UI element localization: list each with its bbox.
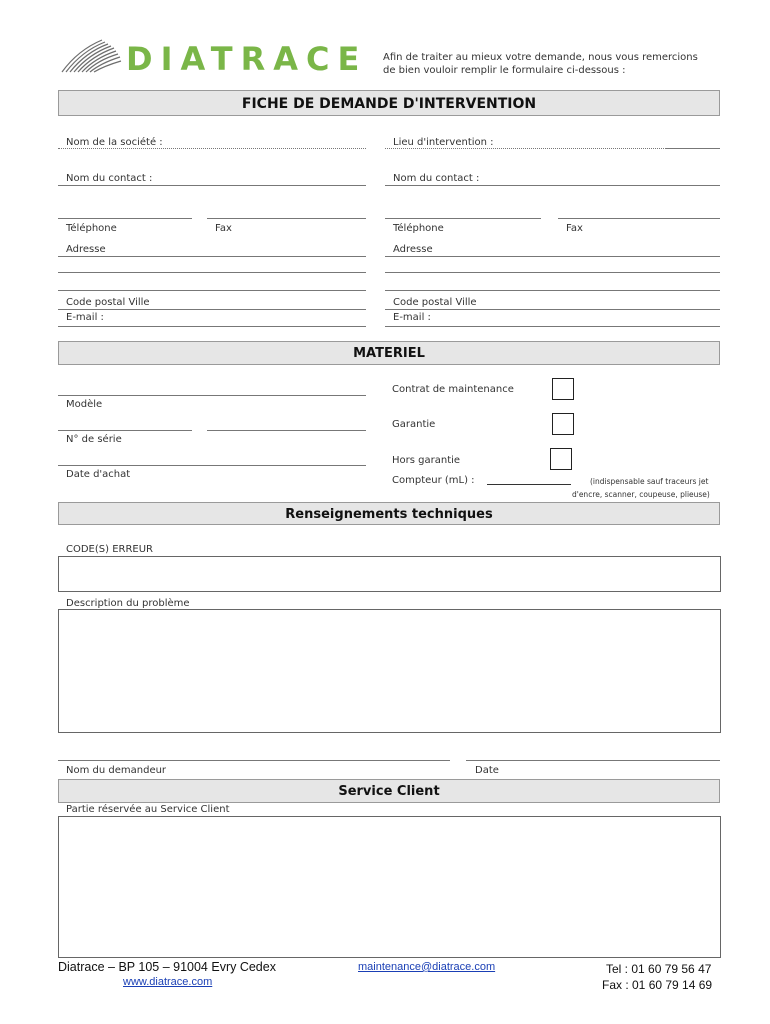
checkbox-hors-garantie[interactable] [550, 448, 572, 470]
service-client-area[interactable] [58, 816, 721, 958]
logo [58, 36, 368, 78]
field-fax[interactable] [207, 218, 366, 219]
field-adresse-intervention-1[interactable] [385, 256, 720, 257]
label-societe: Nom de la société : [66, 137, 163, 148]
footer-fax: Fax : 01 60 79 14 69 [602, 978, 713, 992]
label-telephone: Téléphone [66, 223, 117, 234]
section-service-client-title: Service Client [338, 784, 440, 799]
logo-text: DIATRACE [126, 40, 368, 78]
intro-line-1: Afin de traiter au mieux votre demande, nous vous remercions [383, 52, 698, 63]
field-adresse-intervention-3[interactable] [385, 290, 720, 291]
checkbox-contrat[interactable] [552, 378, 574, 400]
field-contact-intervention[interactable] [385, 185, 720, 186]
label-description: Description du problème [66, 598, 190, 609]
label-garantie: Garantie [392, 419, 436, 430]
logo-swoosh-icon [58, 36, 128, 78]
label-email: E-mail : [66, 312, 104, 323]
field-cp-ville-intervention[interactable] [385, 309, 720, 310]
section-service-client [58, 779, 720, 803]
label-contrat: Contrat de maintenance [392, 384, 514, 395]
field-telephone-intervention[interactable] [385, 218, 541, 219]
section-renseignements-title: Renseignements techniques [285, 507, 493, 522]
description-textarea[interactable] [58, 609, 721, 733]
label-modele: Modèle [66, 399, 103, 410]
field-telephone[interactable] [58, 218, 192, 219]
field-compteur[interactable] [487, 484, 571, 485]
intro-line-2: de bien vouloir remplir le formulaire ci-dessous : [383, 65, 626, 76]
field-adresse-intervention-2[interactable] [385, 272, 720, 273]
field-email[interactable] [58, 326, 366, 327]
footer-email-link[interactable]: maintenance@diatrace.com [358, 961, 496, 973]
label-fax: Fax [215, 223, 232, 234]
field-email-intervention[interactable] [385, 326, 720, 327]
checkbox-garantie[interactable] [552, 413, 574, 435]
field-adresse-2[interactable] [58, 272, 366, 273]
footer-tel: Tel : 01 60 79 56 47 [606, 962, 712, 976]
label-hors-garantie: Hors garantie [392, 455, 461, 466]
section-renseignements [58, 502, 720, 525]
label-lieu: Lieu d'intervention : [393, 137, 494, 148]
field-cp-ville[interactable] [58, 309, 366, 310]
field-adresse-3[interactable] [58, 290, 366, 291]
field-adresse-1[interactable] [58, 256, 366, 257]
label-fax-intervention: Fax [566, 223, 583, 234]
label-date: Date [475, 765, 499, 776]
field-modele[interactable] [58, 395, 366, 396]
label-cp-ville: Code postal Ville [66, 297, 150, 308]
label-telephone-intervention: Téléphone [393, 223, 444, 234]
field-societe[interactable] [58, 148, 366, 149]
codes-erreur-input[interactable] [58, 556, 721, 592]
section-fiche [58, 90, 720, 116]
label-cp-ville-intervention: Code postal Ville [393, 297, 477, 308]
label-email-intervention: E-mail : [393, 312, 431, 323]
field-date-achat[interactable] [58, 465, 366, 466]
field-fax-intervention[interactable] [558, 218, 720, 219]
section-materiel-title: MATERIEL [353, 346, 425, 361]
label-contact: Nom du contact : [66, 173, 153, 184]
label-compteur: Compteur (mL) : [392, 475, 475, 486]
field-lieu-end [665, 148, 720, 149]
field-demandeur[interactable] [58, 760, 450, 761]
compteur-note-2: d'encre, scanner, coupeuse, plieuse) [572, 490, 710, 499]
label-serie: N° de série [66, 434, 122, 445]
field-contact[interactable] [58, 185, 366, 186]
label-date-achat: Date d'achat [66, 469, 131, 480]
label-contact-intervention: Nom du contact : [393, 173, 480, 184]
footer-website-link[interactable]: www.diatrace.com [123, 976, 213, 988]
section-fiche-title: FICHE DE DEMANDE D'INTERVENTION [241, 96, 537, 112]
label-codes-erreur: CODE(S) ERREUR [66, 544, 154, 555]
label-service-reserve: Partie réservée au Service Client [66, 804, 230, 815]
label-demandeur: Nom du demandeur [66, 765, 167, 776]
footer-address: Diatrace – BP 105 – 91004 Evry Cedex [58, 960, 276, 974]
field-serie-2[interactable] [207, 430, 366, 431]
compteur-note-1: (indispensable sauf traceurs jet [590, 477, 709, 486]
section-materiel [58, 341, 720, 365]
field-serie-1[interactable] [58, 430, 192, 431]
label-adresse-intervention: Adresse [393, 244, 433, 255]
field-date[interactable] [466, 760, 720, 761]
label-adresse: Adresse [66, 244, 106, 255]
